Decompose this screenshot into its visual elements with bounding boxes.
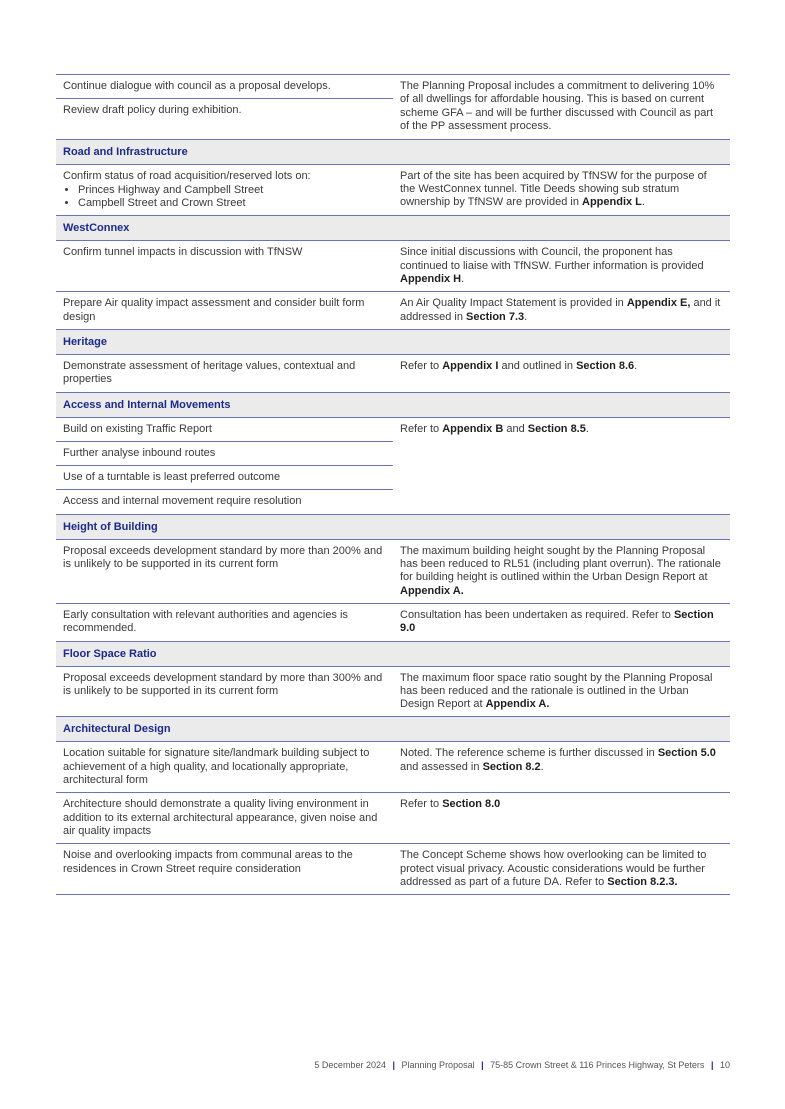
- reference-link: Section 9.0: [400, 608, 714, 635]
- table-cell-request: Architecture should demonstrate a quality living environment in addition to its external architectural appearance, given noise and air quality impacts: [63, 798, 378, 837]
- footer-separator: |: [710, 1060, 714, 1070]
- table-row: [56, 292, 730, 330]
- table-row: [56, 742, 730, 793]
- page-number: 10: [719, 1060, 730, 1070]
- table-row: [56, 793, 730, 844]
- reference-link: Section 7.3: [466, 310, 525, 323]
- reference-link: Section 8.2.3.: [607, 875, 678, 888]
- reference-link: Appendix I: [442, 359, 499, 372]
- response-text: The maximum building height sought by the Planning Proposal has been reduced to RL51 (including plant overrun). The rationale for building height is outlined within the Urban Design Report at: [400, 544, 721, 584]
- bullet-list: [63, 184, 386, 211]
- table-row: [56, 355, 730, 393]
- reference-link: Section 8.6: [576, 359, 635, 372]
- response-text: and: [503, 422, 528, 435]
- table-row-group: [56, 75, 730, 140]
- consultation-table: [56, 74, 730, 895]
- response-text: and outlined in: [498, 359, 577, 372]
- table-cell-response: [393, 165, 730, 216]
- response-text: .: [524, 310, 528, 323]
- table-row: [56, 241, 730, 292]
- response-text: Refer to: [400, 798, 443, 811]
- table-cell-response: [393, 793, 730, 843]
- table-cell-response: [393, 540, 730, 603]
- reference-link: Section 8.5: [527, 422, 586, 435]
- table-row: [56, 604, 730, 642]
- response-text: Consultation has been undertaken as required. Refer to: [400, 608, 674, 621]
- response-text: .: [461, 273, 465, 286]
- reference-link: Appendix A.: [485, 698, 550, 711]
- section-title: Road and Infrastructure: [63, 145, 188, 158]
- response-text: .: [634, 359, 638, 372]
- response-text: Since initial discussions with Council, the proponent has continued to liaise with TfNSW. Further information is provided: [400, 246, 704, 272]
- page-footer: [0, 1060, 730, 1070]
- footer-date: 5 December 2024: [314, 1060, 386, 1070]
- section-header: [56, 330, 730, 355]
- section-header: [56, 216, 730, 241]
- table-cell-response: [393, 355, 730, 392]
- response-text: .: [540, 760, 544, 773]
- list-item: • Princes Highway and Campbell Street: [78, 184, 386, 197]
- section-header: [56, 515, 730, 540]
- section-header: [56, 642, 730, 667]
- response-text: The maximum floor space ratio sought by the Planning Proposal has been reduced and the rationale is outlined in the Urban Design Report at: [400, 671, 713, 711]
- reference-link: Appendix B: [442, 422, 504, 435]
- table-cell-request: Use of a turntable is least preferred outcome: [56, 466, 393, 490]
- footer-separator: |: [481, 1060, 484, 1070]
- table-cell-request: Continue dialogue with council as a proposal develops.: [56, 75, 393, 99]
- table-cell-request: Proposal exceeds development standard by more than 300% and is unlikely to be supported in its current form: [63, 671, 383, 697]
- section-title: Height of Building: [63, 520, 158, 533]
- table-cell-request: Confirm tunnel impacts in discussion with TfNSW: [63, 246, 303, 259]
- response-text: .: [585, 422, 589, 435]
- reference-link: Section 8.0: [442, 798, 501, 811]
- response-text: Noted. The reference scheme is further discussed in: [400, 747, 658, 760]
- response-text: and assessed in: [400, 760, 483, 773]
- footer-document-title: Planning Proposal: [401, 1060, 475, 1070]
- table-row: [56, 165, 730, 217]
- table-row: [56, 540, 730, 604]
- table-cell-response: [393, 418, 730, 514]
- reference-link: Appendix E,: [626, 297, 691, 310]
- table-cell-request: Build on existing Traffic Report: [56, 418, 393, 442]
- table-cell-request: Prepare Air quality impact assessment and consider built form design: [63, 297, 365, 323]
- reference-link: Appendix H: [400, 273, 462, 286]
- table-cell-response: The Planning Proposal includes a commitment to delivering 10% of all dwellings for affordable housing. This is based on current scheme GFA – and will be further discussed with Council as part of the PP assessment process.: [400, 80, 715, 132]
- response-text: Part of the site has been acquired by TfNSW for the purpose of the WestConnex tunnel. Title Deeds showing sub stratum ownership by TfNSW are provided in: [400, 169, 707, 209]
- section-header: [56, 717, 730, 742]
- section-title: WestConnex: [63, 222, 130, 235]
- section-title: Access and Internal Movements: [63, 398, 231, 411]
- table-cell-response: [393, 604, 730, 641]
- table-cell-request: Proposal exceeds development standard by more than 200% and is unlikely to be supported in its current form: [63, 544, 383, 571]
- response-text: The Concept Scheme shows how overlooking can be limited to protect visual privacy. Acoustic considerations would be further addressed as part of a future DA. Refer to: [400, 849, 707, 888]
- reference-link: Section 5.0: [657, 747, 716, 760]
- table-cell-response: [393, 292, 730, 329]
- table-cell-response: [393, 742, 730, 792]
- table-row-group: [56, 418, 730, 515]
- table-cell-request: Early consultation with relevant authorities and agencies is recommended.: [63, 608, 348, 635]
- table-cell-request: [56, 165, 393, 216]
- response-text: An Air Quality Impact Statement is provided in: [400, 297, 627, 310]
- reference-link: Appendix L: [582, 196, 642, 209]
- table-cell-request: Review draft policy during exhibition.: [63, 104, 242, 117]
- table-cell-request: Noise and overlooking impacts from communal areas to the residences in Crown Street require consideration: [63, 849, 353, 875]
- table-cell-request: Access and internal movement require resolution: [63, 495, 302, 508]
- reference-link: Section 8.2: [482, 760, 541, 773]
- table-cell-response: [393, 667, 730, 717]
- response-text: .: [641, 196, 645, 209]
- table-cell-request: Further analyse inbound routes: [56, 442, 393, 466]
- response-text: Refer to: [400, 422, 443, 435]
- response-text: Refer to: [400, 359, 443, 372]
- footer-address: 75-85 Crown Street & 116 Princes Highway, St Peters: [490, 1060, 705, 1070]
- table-cell-response: [393, 844, 730, 894]
- table-cell-response: [393, 241, 730, 291]
- footer-separator: |: [392, 1060, 396, 1070]
- table-cell-request: Location suitable for signature site/landmark building subject to achievement of a high quality, and locationally appropriate, architectural form: [63, 747, 370, 787]
- list-item: • Campbell Street and Crown Street: [78, 197, 386, 210]
- reference-link: Appendix A.: [400, 584, 464, 597]
- request-text: Confirm status of road acquisition/reserved lots on:: [63, 169, 311, 182]
- table-row: [56, 667, 730, 718]
- section-title: Floor Space Ratio: [63, 647, 157, 660]
- section-header: [56, 393, 730, 418]
- table-row: [56, 844, 730, 895]
- section-title: Architectural Design: [63, 723, 171, 736]
- table-cell-request: Demonstrate assessment of heritage values, contextual and properties: [63, 359, 356, 386]
- section-title: Heritage: [63, 335, 108, 348]
- section-header: [56, 140, 730, 165]
- response-text: and it addressed in: [400, 297, 721, 323]
